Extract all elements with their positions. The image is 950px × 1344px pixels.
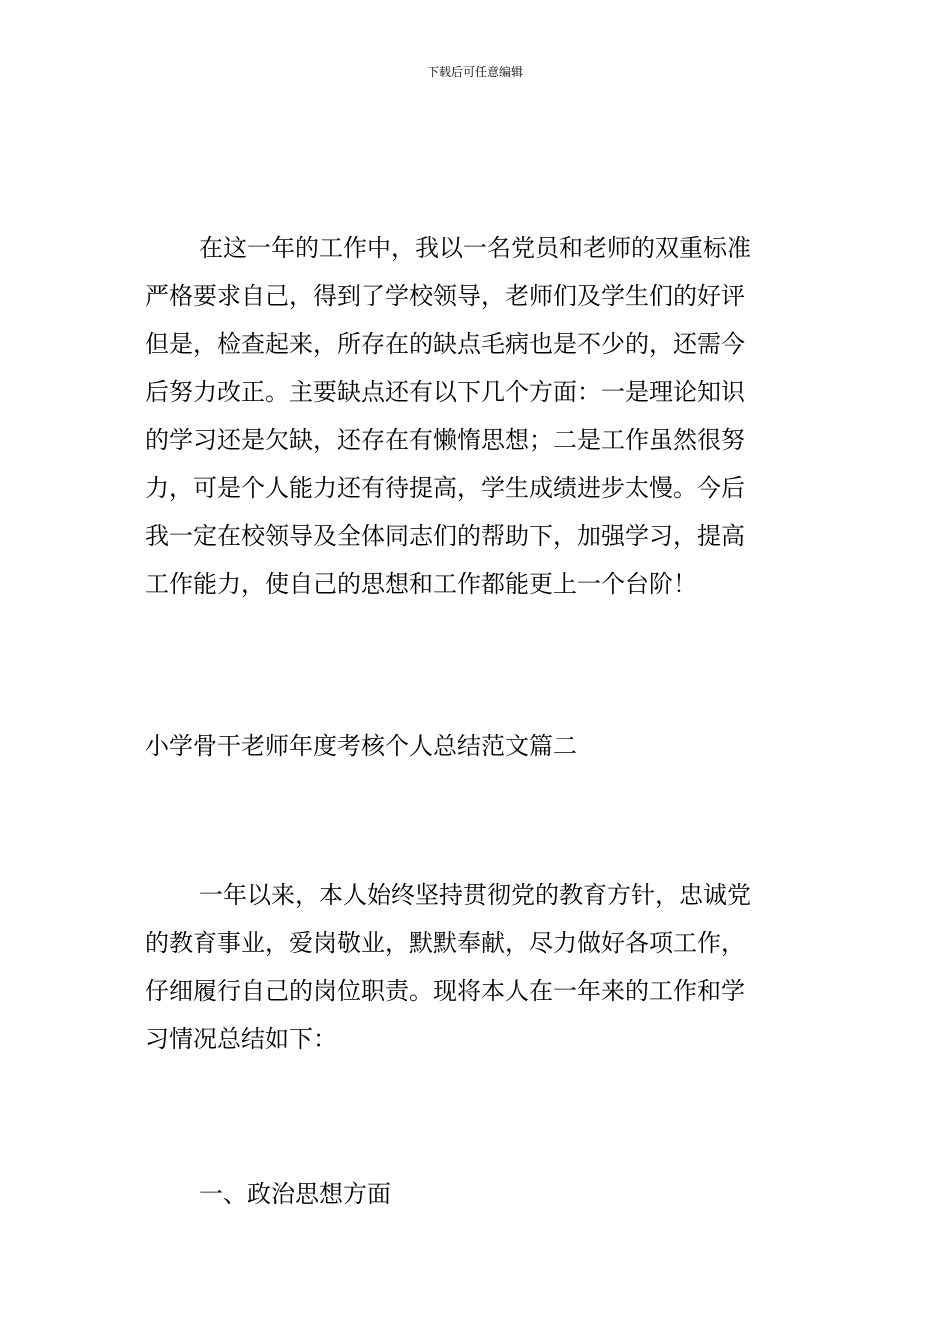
paragraph-line: 工作能力，使自己的思想和工作都能更上一个台阶！ — [145, 570, 697, 598]
section-title: 小学骨干老师年度考核个人总结范文篇二 — [145, 732, 577, 760]
paragraph-line: 仔细履行自己的岗位职责。现将本人在一年来的工作和学 — [145, 977, 745, 1005]
paragraph-line: 但是，检查起来，所存在的缺点毛病也是不少的，还需今 — [145, 330, 745, 358]
body-paragraph-2 — [145, 871, 805, 1063]
paragraph-line: 后努力改正。主要缺点还有以下几个方面：一是理论知识 — [145, 378, 745, 406]
page-header-note: 下载后可任意编辑 — [426, 65, 523, 79]
body-paragraph-1 — [145, 224, 805, 608]
paragraph-line: 力，可是个人能力还有待提高，学生成绩进步太慢。今后 — [145, 474, 745, 502]
subsection-title: 一、政治思想方面 — [199, 1180, 391, 1208]
paragraph-line: 一年以来，本人始终坚持贯彻党的教育方针，忠诚党 — [199, 881, 751, 909]
paragraph-line: 我一定在校领导及全体同志们的帮助下，加强学习，提高 — [145, 522, 745, 550]
paragraph-line: 在这一年的工作中，我以一名党员和老师的双重标准 — [199, 234, 751, 262]
paragraph-line: 习情况总结如下： — [145, 1025, 337, 1053]
paragraph-line: 的教育事业，爱岗敬业，默默奉献，尽力做好各项工作， — [145, 929, 745, 957]
paragraph-line: 严格要求自己，得到了学校领导，老师们及学生们的好评 — [145, 282, 745, 310]
paragraph-line: 的学习还是欠缺，还存在有懒惰思想；二是工作虽然很努 — [145, 426, 745, 454]
